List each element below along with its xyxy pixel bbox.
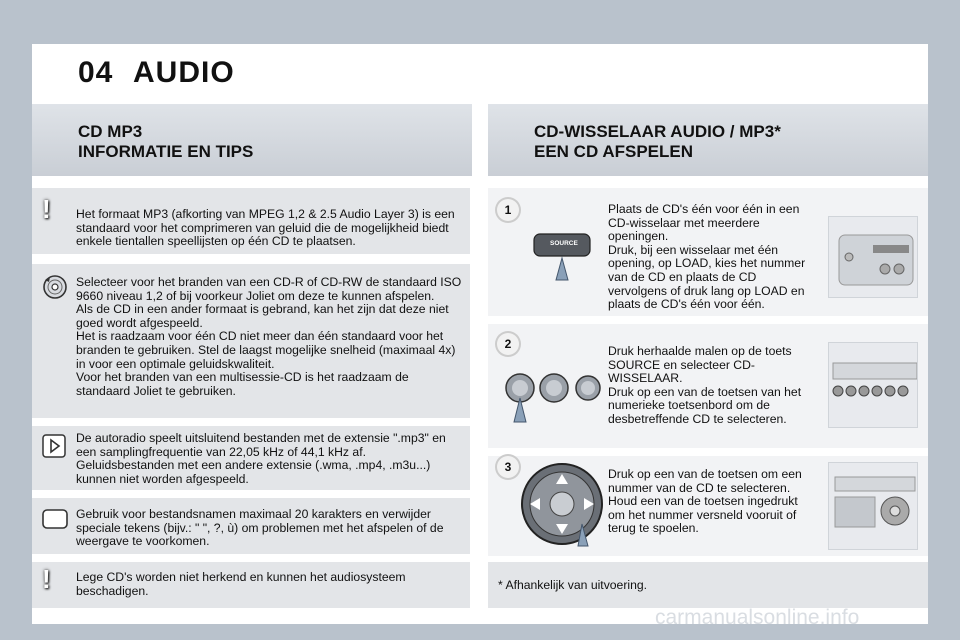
source-button-illustration: [532, 228, 592, 284]
source-button-label: SOURCE: [550, 240, 578, 247]
exclamation-icon: !: [42, 194, 51, 224]
right-header-line1: CD-WISSELAAR AUDIO / MP3*: [534, 122, 781, 141]
step-text-2: Druk herhaalde malen op de toets SOURCE en selecteer CD-WISSELAAR. Druk op een van de toetsen van het numerieke toetsenbord om de desbetreffende CD te selecteren.: [608, 344, 802, 426]
info-box-mp3-format: [32, 188, 470, 254]
info-text-blank-cds: Lege CD's worden niet herkend en kunnen het audiosysteem beschadigen.: [76, 570, 406, 598]
play-icon: [42, 434, 66, 458]
info-text-burning: Selecteer voor het branden van een CD-R of CD-RW de standaard ISO 9660 niveau 1,2 of bij voorkeur Joliet om deze te kunnen afspelen. Als de CD in een ander formaat is gebrand, kan het zijn dat deze niet goed wordt afgespeeld. Het is raadzaam voor één CD niet meer dan één standaard voor het branden te gebruiken. Stel de laagst mogelijke snelheid (maximaal 4x) in voor een optimale geluidskwaliteit. Voor het branden van een multisessie-CD is het raadzaam de standaard Joliet te gebruiken.: [76, 275, 462, 398]
radio-navpad-icon: [829, 463, 917, 549]
radio-photo-2: [828, 342, 918, 428]
info-text-filenames: Gebruik voor bestandsnamen maximaal 20 karakters en verwijder speciale tekens (bijv.: " ", ?, ù) om problemen met het afspelen of de weergave te voorkomen.: [76, 507, 444, 549]
left-section-header: [32, 104, 472, 176]
info-box-burning: [32, 264, 470, 418]
info-text-extensions: De autoradio speelt uitsluitend bestanden met de extensie ".mp3" en een samplingfrequentie van 22,05 kHz of 44,1 kHz af. Geluidsbestanden met een andere extensie (.wma, .mp4, .m3u...) kunnen niet worden afgespeeld.: [76, 431, 446, 486]
footnote: * Afhankelijk van uitvoering.: [498, 578, 648, 592]
info-text-mp3-format: Het formaat MP3 (afkorting van MPEG 1,2 & 2.5 Audio Layer 3) is een standaard voor het comprimeren van geluid die de mogelijkheid biedt enkele tientallen speellijsten op één CD te plaatsen.: [76, 207, 455, 249]
info-box-extensions: [32, 426, 470, 490]
step-text-3: Druk op een van de toetsen om een nummer van de CD te selecteren. Houd een van de toetsen ingedrukt om het nummer versneld vooruit of terug te spoelen.: [608, 467, 802, 536]
step-box-3: [488, 456, 928, 556]
chapter-title: AUDIO: [133, 56, 235, 89]
right-header-line2: EEN CD AFSPELEN: [534, 142, 694, 161]
step-number-2: 2: [497, 333, 519, 355]
info-box-filenames: [32, 498, 470, 554]
navigation-pad-illustration: [520, 462, 606, 548]
radio-unit-icon: [829, 217, 917, 297]
chapter-number: 04: [78, 56, 114, 89]
radio-photo-3: [828, 462, 918, 550]
step-number-3: 3: [497, 456, 519, 478]
exclamation-icon-2: !: [42, 564, 51, 594]
preset-buttons-illustration: [498, 368, 602, 424]
step-number-1: 1: [497, 199, 519, 221]
right-section-header: [488, 104, 928, 176]
step-text-1: Plaats de CD's één voor één in een CD-wisselaar met meerdere openingen. Druk, bij een wisselaar met één opening, op LOAD, kies het nummer van de CD en plaats de CD vervolgens of druk lang op LOAD en plaats de CD's één voor één.: [608, 202, 806, 312]
left-header-line2: INFORMATIE EN TIPS: [78, 142, 254, 161]
info-box-blank-cds: [32, 562, 470, 608]
disc-icon: [42, 274, 68, 300]
radio-photo-1: [828, 216, 918, 298]
display-icon: [42, 508, 68, 530]
left-header-line1: CD MP3: [78, 122, 143, 141]
radio-presets-icon: [829, 343, 917, 427]
watermark: carmanualsonline.info: [655, 606, 860, 629]
step-box-2: [488, 324, 928, 448]
step-box-1: [488, 188, 928, 316]
